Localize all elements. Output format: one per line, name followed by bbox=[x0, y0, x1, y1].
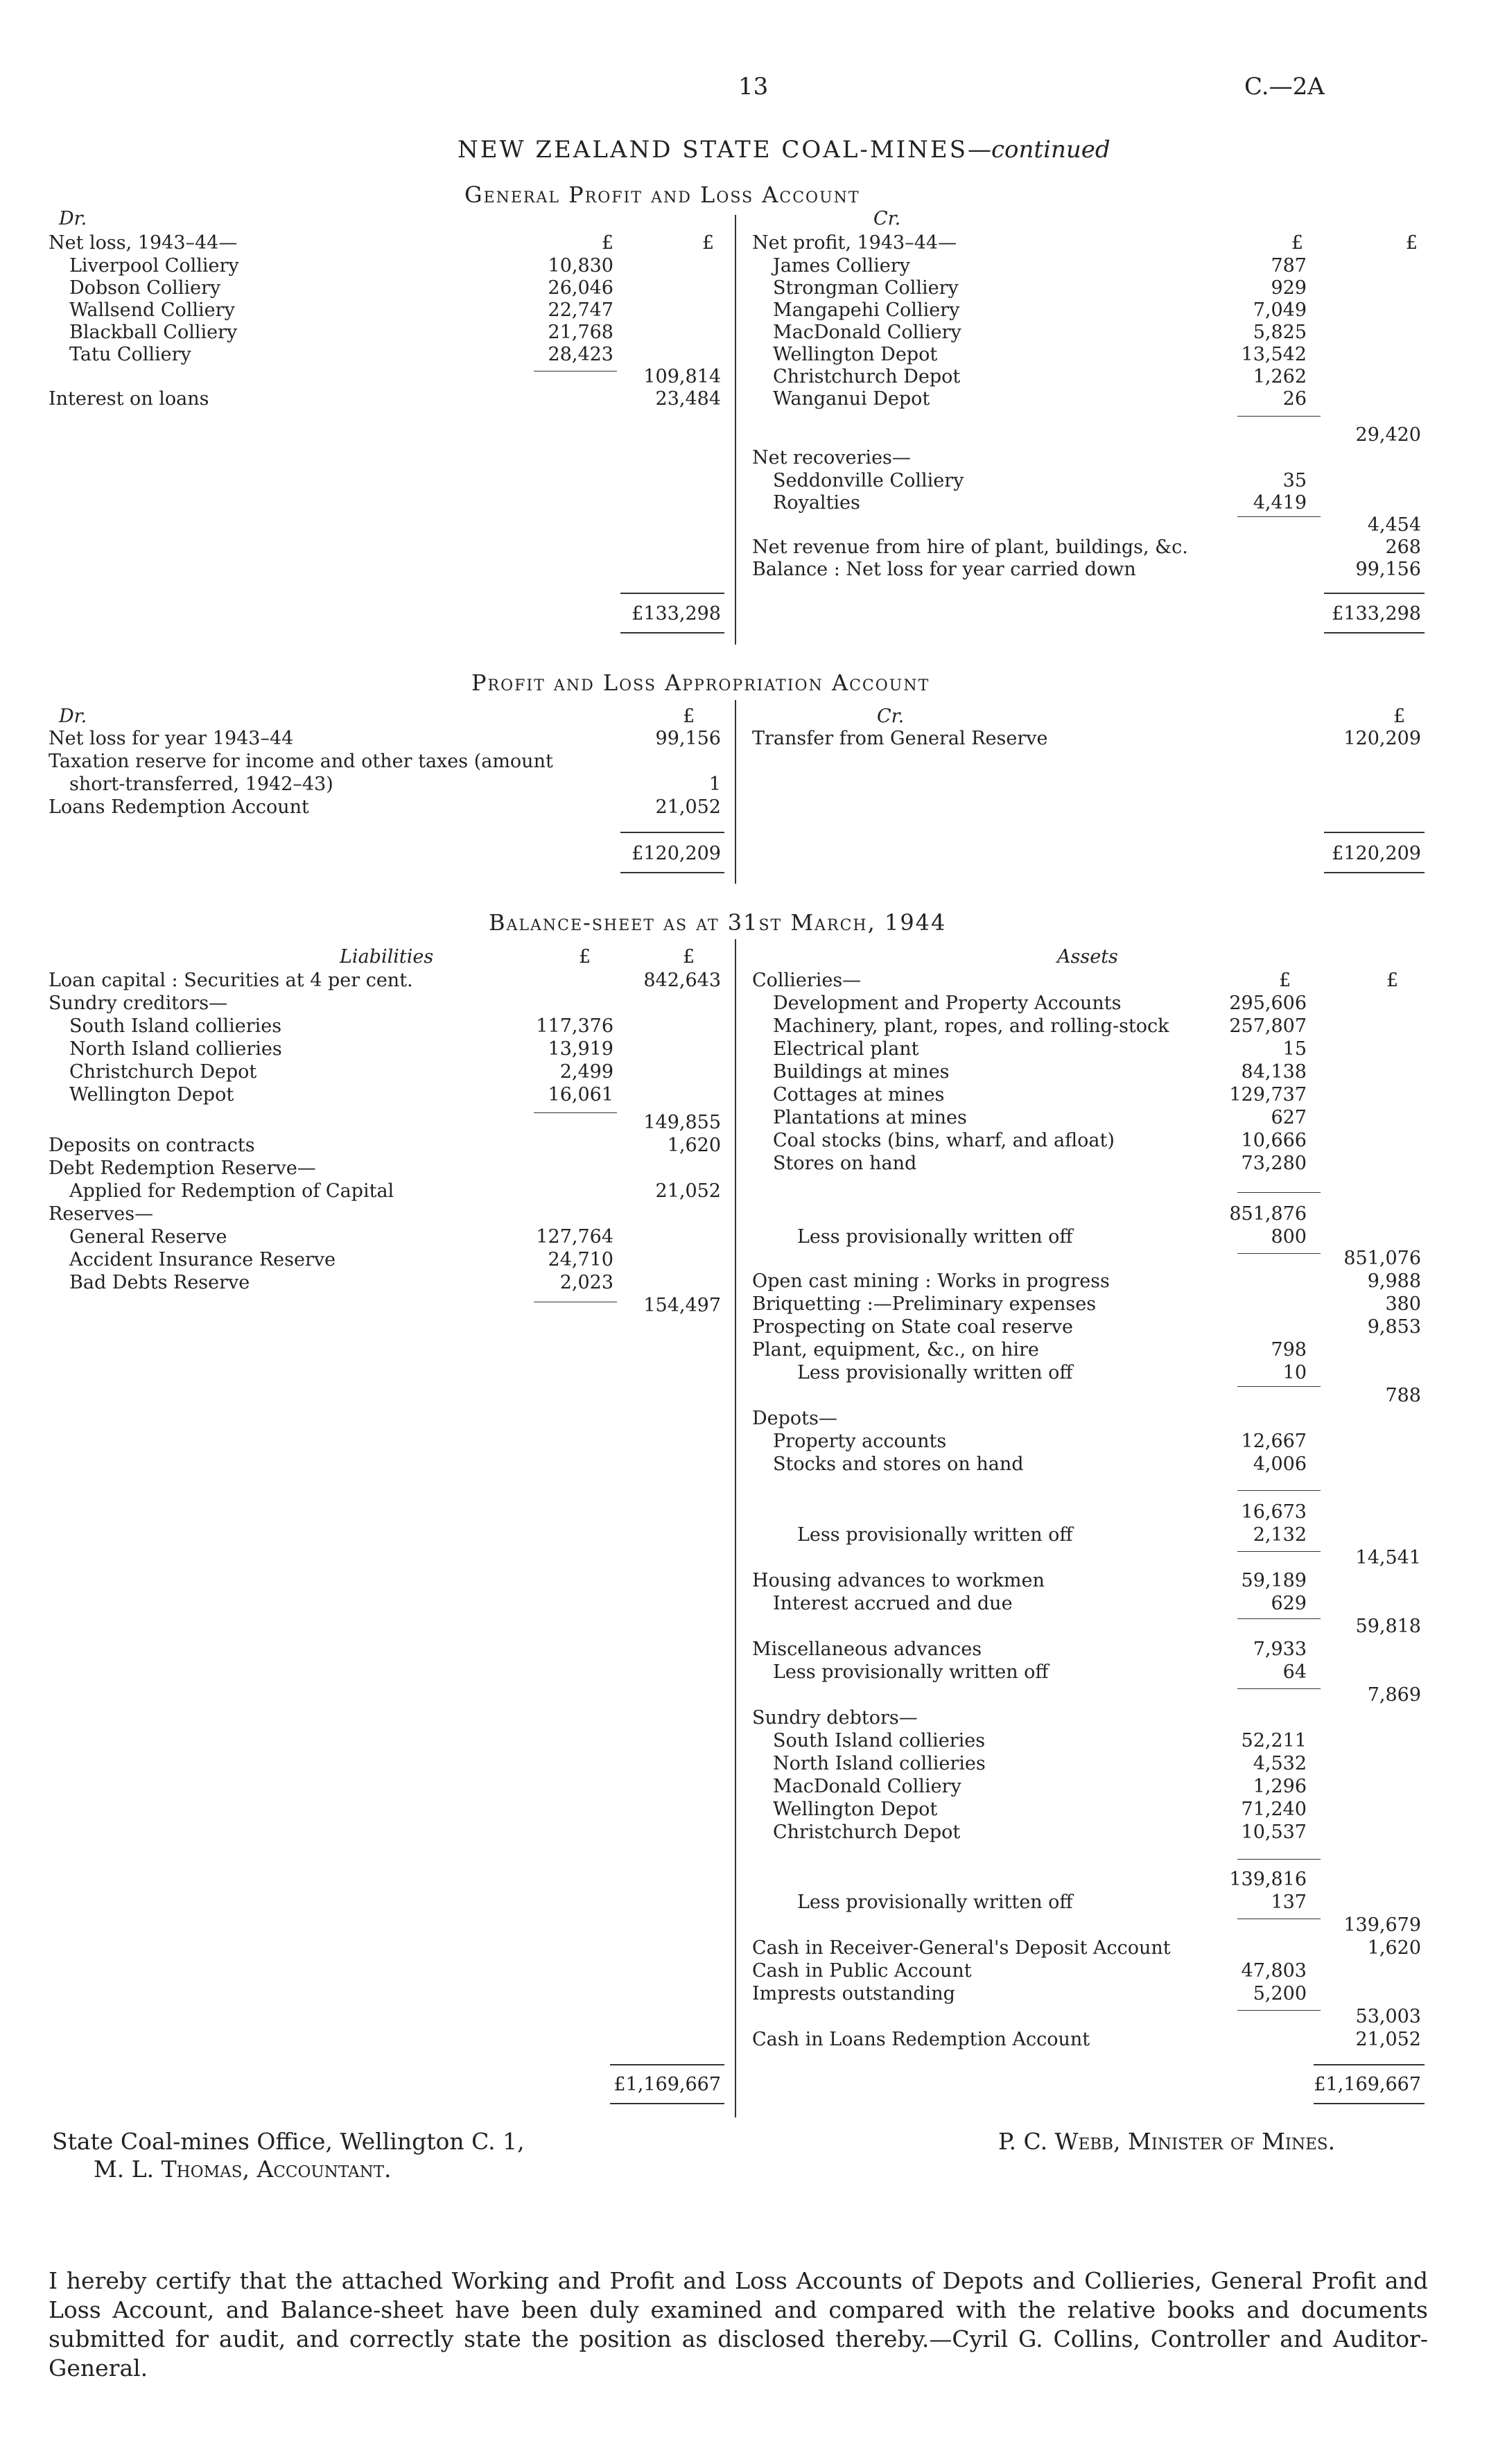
title-main: NEW ZEALAND STATE COAL-MINES bbox=[458, 136, 968, 164]
bs-assets-cash-rg-label: Cash in Receiver-General's Deposit Account bbox=[752, 1937, 1171, 1959]
gpl-cr-total-rule-top bbox=[1324, 593, 1425, 594]
bs-assets-total-value: £1,169,667 bbox=[1314, 2074, 1421, 2095]
gpl-cr-recov-item-label: Royalties bbox=[773, 492, 860, 514]
gpl-cr-total-value: £133,298 bbox=[1332, 603, 1421, 624]
bs-liab-sundry-item-label: Christchurch Depot bbox=[69, 1061, 257, 1083]
bs-assets-cash-lr-label: Cash in Loans Redemption Account bbox=[752, 2029, 1090, 2050]
gpl-cr-netprofit-label: Net profit, 1943–44— bbox=[752, 232, 957, 254]
gpl-cr-item-label: Christchurch Depot bbox=[773, 366, 961, 387]
gpl-cr-item-label: Wellington Depot bbox=[773, 344, 938, 365]
gpl-dr-item-label: Tatu Colliery bbox=[69, 344, 191, 365]
bs-assets-depots-less-value: 2,132 bbox=[1253, 1524, 1307, 1546]
bs-assets-total-rule-bottom bbox=[1314, 2103, 1425, 2104]
bs-assets-debtors-rule bbox=[1237, 1859, 1321, 1860]
pla-cr-total-value: £120,209 bbox=[1332, 843, 1421, 864]
gpl-dr-item-value: 21,768 bbox=[548, 322, 613, 343]
bs-assets-depots-total-value: 14,541 bbox=[1355, 1547, 1421, 1569]
gpl-cr-item-value: 929 bbox=[1271, 277, 1307, 299]
bs-assets-plant-label: Plant, equipment, &c., on hire bbox=[752, 1339, 1039, 1361]
gpl-cr-subtotal-value: 29,420 bbox=[1355, 424, 1421, 446]
bs-assets-debtor-item-label: North Island collieries bbox=[773, 1753, 986, 1774]
bs-assets-plant-less-label: Less provisionally written off bbox=[797, 1362, 1073, 1383]
bs-assets-colliery-item-value: 84,138 bbox=[1241, 1061, 1307, 1083]
gpl-dr-total-value: £133,298 bbox=[632, 603, 721, 624]
bs-assets-cur1: £ bbox=[1279, 970, 1291, 991]
gpl-dr-label: Dr. bbox=[59, 208, 87, 229]
bs-assets-plant-total-value: 788 bbox=[1385, 1385, 1421, 1406]
bs-assets-colliery-item-label: Coal stocks (bins, wharf, and afloat) bbox=[773, 1130, 1115, 1151]
gpl-dr-item-label: Wallsend Colliery bbox=[69, 299, 235, 321]
bs-assets-cash-rg-value: 1,620 bbox=[1367, 1937, 1421, 1959]
pla-dr-loans-value: 21,052 bbox=[655, 796, 721, 818]
bs-assets-total-rule-top bbox=[1314, 2064, 1425, 2065]
gpl-dr-interest-label: Interest on loans bbox=[49, 388, 209, 410]
gpl-cr-recov-label: Net recoveries— bbox=[752, 447, 911, 469]
bs-assets-debtors-total-value: 139,679 bbox=[1343, 1914, 1421, 1936]
bs-divider bbox=[735, 939, 736, 2117]
accountant-signature: M. L. Thomas, Accountant. bbox=[94, 2156, 392, 2183]
bs-assets-briq-label: Briquetting :—Preliminary expenses bbox=[752, 1293, 1097, 1315]
minister-signature: P. C. Webb, Minister of Mines. bbox=[998, 2128, 1336, 2155]
bs-liab-reserve-item-value: 24,710 bbox=[548, 1249, 613, 1270]
gpl-cr-item-value: 13,542 bbox=[1241, 344, 1307, 365]
bs-assets-colliery-item-value: 15 bbox=[1282, 1038, 1307, 1060]
bs-liab-total-value: £1,169,667 bbox=[613, 2074, 721, 2095]
pla-dr-netloss-value: 99,156 bbox=[655, 728, 721, 749]
bs-assets-imprest-value: 5,200 bbox=[1253, 1983, 1307, 2004]
bs-assets-depot-item-label: Stocks and stores on hand bbox=[773, 1453, 1024, 1475]
bs-liab-cur2: £ bbox=[683, 946, 695, 968]
bs-liab-sundry-item-value: 13,919 bbox=[548, 1038, 613, 1060]
pla-dr-tax-label-1: Taxation reserve for income and other taxes (amount bbox=[49, 751, 553, 772]
bs-assets-cash-total-value: 53,003 bbox=[1355, 2006, 1421, 2027]
bs-liab-sundry-item-label: South Island collieries bbox=[69, 1015, 282, 1037]
gpl-cr-recov-total-value: 4,454 bbox=[1367, 514, 1421, 536]
bs-assets-colliery-item-value: 129,737 bbox=[1229, 1084, 1307, 1106]
bs-assets-housing-label: Housing advances to workmen bbox=[752, 1570, 1045, 1591]
bs-assets-debtor-item-value: 10,537 bbox=[1241, 1821, 1307, 1843]
bs-assets-misc-total-value: 7,869 bbox=[1367, 1684, 1421, 1706]
bs-assets-interest-value: 629 bbox=[1271, 1593, 1307, 1614]
bs-assets-debtors-sub-value: 139,816 bbox=[1229, 1869, 1307, 1890]
gpl-cr-recov-item-value: 35 bbox=[1282, 470, 1307, 491]
gpl-cr-balance-value: 99,156 bbox=[1355, 559, 1421, 580]
bs-assets-plant-less-value: 10 bbox=[1282, 1362, 1307, 1383]
pla-dr-netloss-label: Net loss for year 1943–44 bbox=[49, 728, 294, 749]
bs-liab-reserves-total-value: 154,497 bbox=[643, 1295, 721, 1316]
gpl-cr-item-label: MacDonald Colliery bbox=[773, 322, 961, 343]
bs-assets-debtor-item-label: Wellington Depot bbox=[773, 1799, 938, 1820]
bs-assets-colliery-item-label: Cottages at mines bbox=[773, 1084, 945, 1106]
bs-liab-sundry-item-value: 16,061 bbox=[548, 1084, 613, 1106]
pla-dr-cur: £ bbox=[683, 706, 695, 727]
gpl-cr-item-label: Strongman Colliery bbox=[773, 277, 959, 299]
bs-assets-coll-sub-value: 851,876 bbox=[1229, 1203, 1307, 1225]
bs-assets-label: Assets bbox=[1057, 946, 1118, 968]
gpl-dr-cur2: £ bbox=[702, 232, 714, 254]
gpl-heading: General Profit and Loss Account bbox=[464, 182, 860, 208]
gpl-dr-total-rule-top bbox=[620, 593, 724, 594]
bs-assets-plant-value: 798 bbox=[1271, 1339, 1307, 1361]
bs-liab-reserves-label: Reserves— bbox=[49, 1203, 154, 1225]
bs-heading: Balance-sheet as at 31st March, 1944 bbox=[489, 909, 947, 936]
bs-assets-debtors-label: Sundry debtors— bbox=[752, 1707, 918, 1729]
pla-dr-tax-value: 1 bbox=[708, 774, 721, 795]
bs-assets-depots-less-label: Less provisionally written off bbox=[797, 1524, 1073, 1546]
bs-assets-cur2: £ bbox=[1386, 970, 1399, 991]
gpl-cr-hire-label: Net revenue from hire of plant, buildings, &c. bbox=[752, 536, 1188, 558]
gpl-dr-subtotal-value: 109,814 bbox=[643, 366, 721, 387]
bs-assets-misc-label: Miscellaneous advances bbox=[752, 1639, 982, 1660]
gpl-dr-interest-value: 23,484 bbox=[655, 388, 721, 410]
bs-assets-misc-less-label: Less provisionally written off bbox=[773, 1661, 1049, 1683]
gpl-cr-total-rule-bottom bbox=[1324, 632, 1425, 634]
pla-cr-cur: £ bbox=[1393, 706, 1406, 727]
gpl-cr-item-value: 1,262 bbox=[1253, 366, 1307, 387]
bs-assets-housing-total-value: 59,818 bbox=[1355, 1616, 1421, 1637]
gpl-dr-cur1: £ bbox=[601, 232, 613, 254]
bs-assets-coll-less-label: Less provisionally written off bbox=[797, 1226, 1073, 1248]
gpl-cr-item-value: 5,825 bbox=[1253, 322, 1307, 343]
bs-liab-total-rule-bottom bbox=[610, 2103, 724, 2104]
title-continued: —continued bbox=[968, 136, 1111, 164]
pla-dr-total-rule-top bbox=[620, 832, 724, 833]
gpl-cr-cur1: £ bbox=[1291, 232, 1303, 254]
bs-assets-misc-less-value: 64 bbox=[1282, 1661, 1307, 1683]
bs-assets-imprest-label: Imprests outstanding bbox=[752, 1983, 955, 2004]
gpl-dr-total-rule-bottom bbox=[620, 632, 724, 634]
bs-liab-reserve-item-value: 2,023 bbox=[559, 1272, 613, 1293]
gpl-cr-recov-item-label: Seddonville Colliery bbox=[773, 470, 964, 491]
pla-heading: Profit and Loss Appropriation Account bbox=[471, 670, 930, 696]
bs-assets-colliery-item-value: 295,606 bbox=[1229, 993, 1307, 1014]
gpl-cr-item-value: 787 bbox=[1271, 255, 1307, 277]
bs-assets-cash-pa-label: Cash in Public Account bbox=[752, 1960, 972, 1982]
bs-assets-colliery-item-value: 10,666 bbox=[1241, 1130, 1307, 1151]
gpl-dr-item-label: Liverpool Colliery bbox=[69, 255, 239, 277]
bs-assets-depots-label: Depots— bbox=[752, 1408, 837, 1429]
bs-liab-reserve-item-label: Bad Debts Reserve bbox=[69, 1272, 250, 1293]
bs-assets-coll-total-value: 851,076 bbox=[1343, 1248, 1421, 1269]
bs-assets-debtor-item-value: 52,211 bbox=[1241, 1730, 1307, 1751]
bs-liab-total-rule-top bbox=[610, 2064, 724, 2065]
gpl-cr-item-label: Wanganui Depot bbox=[773, 388, 930, 410]
gpl-dr-item-label: Dobson Colliery bbox=[69, 277, 221, 299]
bs-liab-reserve-item-label: General Reserve bbox=[69, 1226, 227, 1248]
bs-liab-loan-value: 842,643 bbox=[643, 970, 721, 991]
bs-liab-deposits-value: 1,620 bbox=[667, 1135, 721, 1156]
bs-liab-sundry-total-value: 149,855 bbox=[643, 1112, 721, 1133]
bs-assets-colliery-item-label: Buildings at mines bbox=[773, 1061, 950, 1083]
bs-assets-cash-lr-value: 21,052 bbox=[1355, 2029, 1421, 2050]
pla-divider bbox=[735, 700, 736, 884]
pla-cr-label: Cr. bbox=[877, 706, 905, 727]
gpl-cr-balance-label: Balance : Net loss for year carried down bbox=[752, 559, 1136, 580]
bs-assets-cash-pa-value: 47,803 bbox=[1241, 1960, 1307, 1982]
pla-dr-total-value: £120,209 bbox=[632, 843, 721, 864]
bs-assets-depot-item-value: 12,667 bbox=[1241, 1431, 1307, 1452]
gpl-cr-recov-item-value: 4,419 bbox=[1253, 492, 1307, 514]
bs-assets-debtor-item-label: South Island collieries bbox=[773, 1730, 986, 1751]
pla-cr-total-rule-bottom bbox=[1324, 872, 1425, 873]
gpl-cr-subtotal-rule bbox=[1237, 416, 1321, 417]
gpl-cr-item-value: 7,049 bbox=[1253, 299, 1307, 321]
bs-liab-debt-value: 21,052 bbox=[655, 1180, 721, 1202]
pla-cr-transfer-value: 120,209 bbox=[1343, 728, 1421, 749]
bs-assets-debtor-item-value: 4,532 bbox=[1253, 1753, 1307, 1774]
bs-assets-coll-rule bbox=[1237, 1192, 1321, 1193]
auditor-certificate: I hereby certify that the attached Working and Profit and Loss Accounts of Depots and Collieries, General Profit and Loss Account, and Balance-sheet have been duly examined and compared with the relative books and documents submitted for audit, and correctly state the position as disclosed thereby.—Cyril G. Collins, Controller and Auditor-General. bbox=[49, 2267, 1428, 2382]
bs-liab-sundry-item-label: North Island collieries bbox=[69, 1038, 282, 1060]
document-reference: C.—2A bbox=[1244, 73, 1325, 101]
bs-assets-coll-less-value: 800 bbox=[1271, 1226, 1307, 1248]
gpl-dr-item-label: Blackball Colliery bbox=[69, 322, 238, 343]
bs-assets-debtors-less-label: Less provisionally written off bbox=[797, 1891, 1073, 1913]
bs-assets-colliery-item-value: 73,280 bbox=[1241, 1153, 1307, 1174]
bs-assets-prosp-label: Prospecting on State coal reserve bbox=[752, 1316, 1073, 1338]
gpl-dr-item-value: 26,046 bbox=[548, 277, 613, 299]
bs-liab-sundry-label: Sundry creditors— bbox=[49, 993, 228, 1014]
pla-dr-loans-label: Loans Redemption Account bbox=[49, 796, 309, 818]
gpl-cr-hire-value: 268 bbox=[1385, 536, 1421, 558]
gpl-dr-netloss-label: Net loss, 1943–44— bbox=[49, 232, 238, 254]
gpl-dr-item-value: 10,830 bbox=[548, 255, 613, 277]
bs-assets-depot-item-label: Property accounts bbox=[773, 1431, 947, 1452]
bs-liab-reserve-item-value: 127,764 bbox=[536, 1226, 613, 1248]
pla-dr-label: Dr. bbox=[59, 706, 87, 727]
bs-assets-depots-sub-value: 16,673 bbox=[1241, 1501, 1307, 1523]
bs-assets-debtor-item-label: Christchurch Depot bbox=[773, 1821, 961, 1843]
bs-assets-open-value: 9,988 bbox=[1367, 1270, 1421, 1292]
gpl-cr-item-label: James Colliery bbox=[773, 255, 910, 277]
bs-assets-debtor-item-value: 1,296 bbox=[1253, 1776, 1307, 1797]
page-number: 13 bbox=[738, 73, 769, 101]
pla-cr-transfer-label: Transfer from General Reserve bbox=[752, 728, 1048, 749]
bs-liab-debt-label: Debt Redemption Reserve— bbox=[49, 1157, 316, 1179]
bs-assets-depot-item-value: 4,006 bbox=[1253, 1453, 1307, 1475]
bs-assets-debtor-item-label: MacDonald Colliery bbox=[773, 1776, 961, 1797]
gpl-cr-cur2: £ bbox=[1405, 232, 1418, 254]
bs-assets-colliery-item-label: Development and Property Accounts bbox=[773, 993, 1122, 1014]
bs-assets-briq-value: 380 bbox=[1385, 1293, 1421, 1315]
office-signature: State Coal-mines Office, Wellington C. 1, bbox=[52, 2128, 525, 2155]
bs-assets-interest-label: Interest accrued and due bbox=[773, 1593, 1013, 1614]
bs-liab-reserve-item-label: Accident Insurance Reserve bbox=[69, 1249, 336, 1270]
document-title bbox=[458, 136, 1111, 164]
gpl-cr-label: Cr. bbox=[873, 208, 901, 229]
bs-liab-sundry-item-label: Wellington Depot bbox=[69, 1084, 234, 1106]
bs-assets-prosp-value: 9,853 bbox=[1367, 1316, 1421, 1338]
bs-assets-misc-value: 7,933 bbox=[1253, 1639, 1307, 1660]
bs-assets-colliery-item-value: 627 bbox=[1271, 1107, 1307, 1128]
bs-assets-colliery-item-label: Plantations at mines bbox=[773, 1107, 967, 1128]
bs-assets-housing-value: 59,189 bbox=[1241, 1570, 1307, 1591]
gpl-divider bbox=[735, 215, 736, 645]
bs-liab-debt-sub-label: Applied for Redemption of Capital bbox=[69, 1180, 394, 1202]
bs-assets-colliery-item-label: Stores on hand bbox=[773, 1153, 917, 1174]
bs-assets-colliery-item-label: Machinery, plant, ropes, and rolling-stock bbox=[773, 1015, 1169, 1037]
bs-assets-debtors-less-value: 137 bbox=[1271, 1891, 1307, 1913]
gpl-cr-item-value: 26 bbox=[1282, 388, 1307, 410]
bs-assets-colliery-item-value: 257,807 bbox=[1229, 1015, 1307, 1037]
gpl-dr-item-value: 22,747 bbox=[548, 299, 613, 321]
bs-liab-label: Liabilities bbox=[340, 946, 434, 968]
bs-liab-sundry-item-value: 117,376 bbox=[536, 1015, 613, 1037]
bs-liab-deposits-label: Deposits on contracts bbox=[49, 1135, 255, 1156]
bs-liab-sundry-item-value: 2,499 bbox=[559, 1061, 613, 1083]
gpl-cr-item-label: Mangapehi Colliery bbox=[773, 299, 960, 321]
bs-assets-colliery-item-label: Electrical plant bbox=[773, 1038, 919, 1060]
bs-assets-open-label: Open cast mining : Works in progress bbox=[752, 1270, 1110, 1292]
pla-cr-total-rule-top bbox=[1324, 832, 1425, 833]
bs-assets-debtor-item-value: 71,240 bbox=[1241, 1799, 1307, 1820]
bs-liab-loan-label: Loan capital : Securities at 4 per cent. bbox=[49, 970, 413, 991]
pla-dr-tax-label-2: short-transferred, 1942–43) bbox=[69, 774, 333, 795]
bs-assets-collieries-label: Collieries— bbox=[752, 970, 862, 991]
gpl-dr-item-value: 28,423 bbox=[548, 344, 613, 365]
bs-assets-depots-rule bbox=[1237, 1490, 1321, 1491]
bs-liab-cur1: £ bbox=[579, 946, 591, 968]
pla-dr-total-rule-bottom bbox=[620, 872, 724, 873]
